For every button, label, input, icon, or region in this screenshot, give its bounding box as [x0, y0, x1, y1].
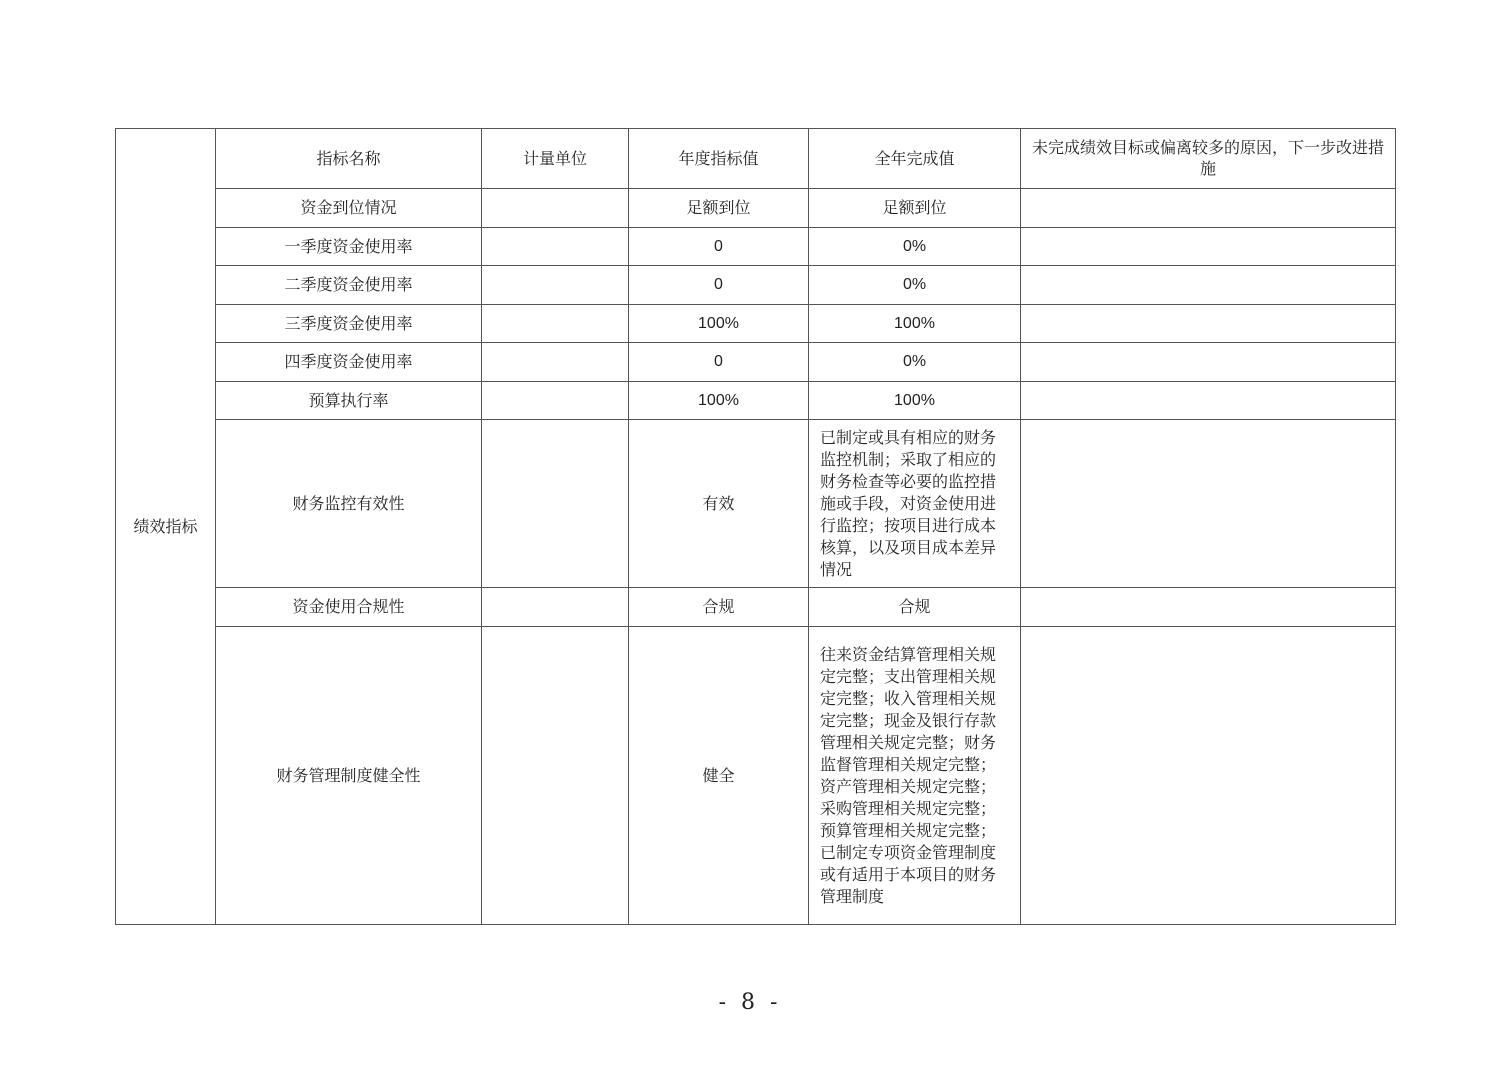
indicator-unit	[482, 343, 629, 382]
table-row	[116, 420, 1396, 588]
indicator-actual: 0%	[809, 228, 1021, 266]
indicator-name: 资金使用合规性	[216, 588, 482, 627]
indicator-unit	[482, 266, 629, 305]
indicator-target: 100%	[629, 382, 809, 420]
header-actual: 全年完成值	[809, 129, 1021, 189]
indicator-actual: 往来资金结算管理相关规定完整；支出管理相关规定完整；收入管理相关规定完整；现金及银行存款管理相关规定完整；财务监督管理相关规定完整；资产管理相关规定完整；采购管理相关规定完整；预算管理相关规定完整；已制定专项资金管理制度或有适用于本项目的财务管理制度	[809, 627, 1021, 925]
table-row	[116, 189, 1396, 228]
indicator-reason	[1021, 588, 1396, 627]
table-row	[116, 627, 1396, 925]
table-row	[116, 588, 1396, 627]
header-row	[116, 129, 1396, 189]
indicator-reason	[1021, 343, 1396, 382]
indicator-target: 足额到位	[629, 189, 809, 228]
indicator-unit	[482, 420, 629, 588]
indicator-reason	[1021, 627, 1396, 925]
indicator-name: 财务监控有效性	[216, 420, 482, 588]
header-reason: 未完成绩效目标或偏离较多的原因，下一步改进措施	[1021, 129, 1396, 189]
performance-indicator-table	[115, 128, 1396, 925]
indicator-actual: 足额到位	[809, 189, 1021, 228]
indicator-unit	[482, 588, 629, 627]
indicator-unit	[482, 305, 629, 343]
table-row	[116, 343, 1396, 382]
indicator-unit	[482, 627, 629, 925]
indicator-unit	[482, 228, 629, 266]
indicator-reason	[1021, 266, 1396, 305]
indicator-target: 有效	[629, 420, 809, 588]
indicator-target: 合规	[629, 588, 809, 627]
indicator-actual: 0%	[809, 266, 1021, 305]
indicator-reason	[1021, 305, 1396, 343]
indicator-actual: 100%	[809, 305, 1021, 343]
table-row	[116, 266, 1396, 305]
indicator-reason	[1021, 420, 1396, 588]
section-label: 绩效指标	[116, 129, 216, 925]
table-row	[116, 228, 1396, 266]
indicator-name: 财务管理制度健全性	[216, 627, 482, 925]
indicator-reason	[1021, 382, 1396, 420]
indicator-name: 四季度资金使用率	[216, 343, 482, 382]
indicator-unit	[482, 189, 629, 228]
page-number: - 8 -	[718, 990, 782, 1015]
indicator-actual: 0%	[809, 343, 1021, 382]
indicator-actual: 合规	[809, 588, 1021, 627]
header-target: 年度指标值	[629, 129, 809, 189]
indicator-name: 资金到位情况	[216, 189, 482, 228]
indicator-name: 二季度资金使用率	[216, 266, 482, 305]
indicator-name: 三季度资金使用率	[216, 305, 482, 343]
indicator-unit	[482, 382, 629, 420]
indicator-reason	[1021, 228, 1396, 266]
indicator-target: 0	[629, 343, 809, 382]
indicator-actual: 100%	[809, 382, 1021, 420]
header-name: 指标名称	[216, 129, 482, 189]
table-row	[116, 305, 1396, 343]
indicator-target: 0	[629, 228, 809, 266]
header-unit: 计量单位	[482, 129, 629, 189]
indicator-actual: 已制定或具有相应的财务监控机制；采取了相应的财务检查等必要的监控措施或手段，对资金使用进行监控；按项目进行成本核算，以及项目成本差异情况	[809, 420, 1021, 588]
indicator-target: 0	[629, 266, 809, 305]
indicator-target: 健全	[629, 627, 809, 925]
indicator-name: 一季度资金使用率	[216, 228, 482, 266]
table-row	[116, 382, 1396, 420]
indicator-reason	[1021, 189, 1396, 228]
indicator-target: 100%	[629, 305, 809, 343]
indicator-name: 预算执行率	[216, 382, 482, 420]
